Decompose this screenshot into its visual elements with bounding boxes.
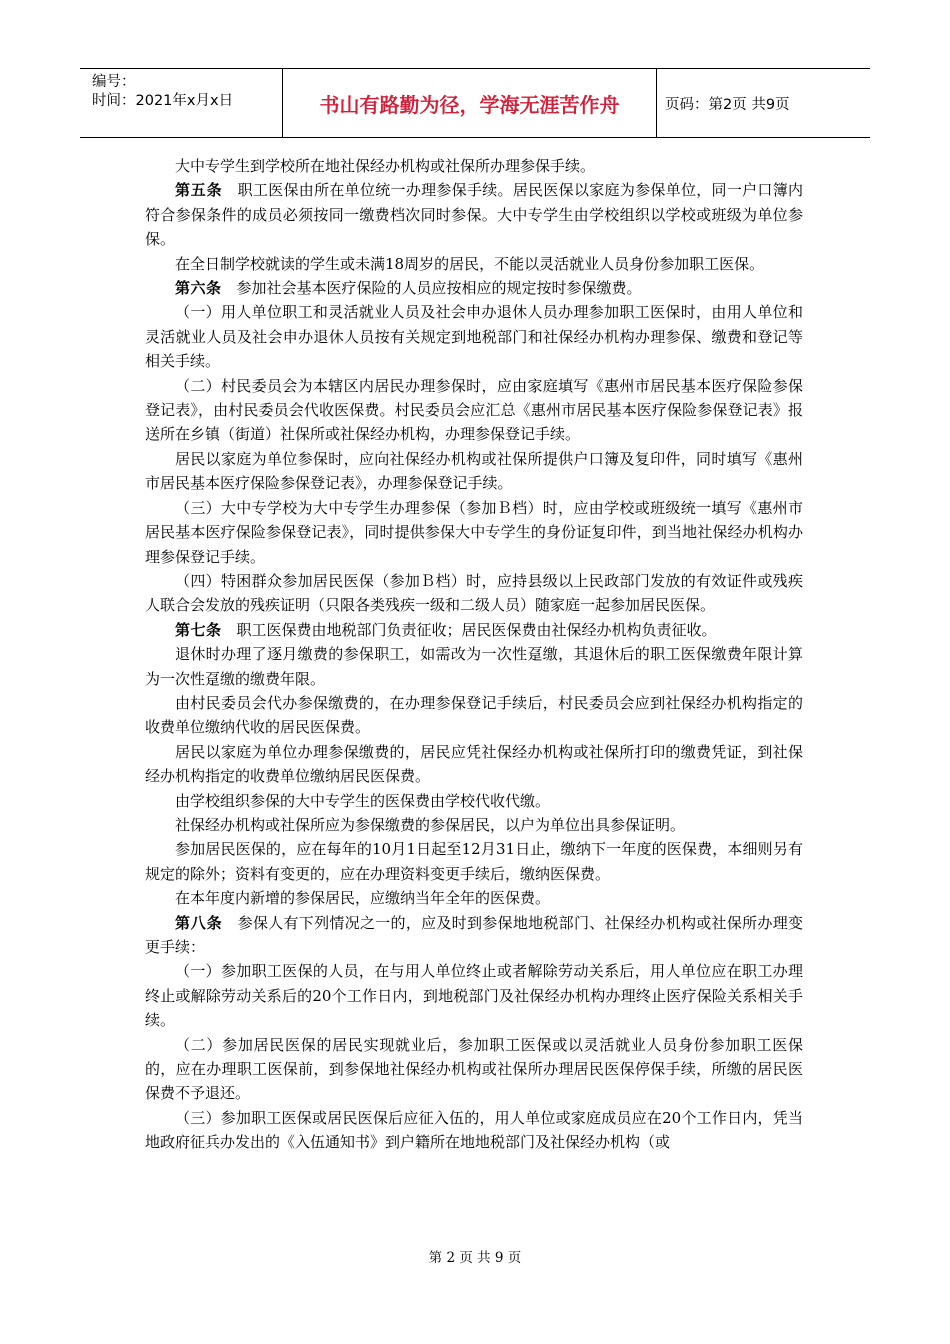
paragraph-article-7: 第七条 职工医保费由地税部门负责征收；居民医保费由社保经办机构负责征收。: [175, 620, 717, 639]
paragraph: 居民以家庭为单位办理参保缴费的，居民应凭社保经办机构或社保所打印的缴费凭证，到社保经办机构指定的收费单位缴纳居民医保费。: [145, 742, 803, 786]
paragraph: 居民以家庭为单位参保时，应向社保经办机构或社保所提供户口簿及复印件，同时填写《惠州市居民基本医疗保险参保登记表》，办理参保登记手续。: [145, 449, 803, 493]
paragraph-article-6: 第六条 参加社会基本医疗保险的人员应按相应的规定按时参保缴费。: [175, 279, 642, 298]
paragraph: （二）村民委员会为本辖区内居民办理参保时，应由家庭填写《惠州市居民基本医疗保险参保登记表》，由村民委员会代收医保费。村民委员会应汇总《惠州市居民基本医疗保险参保登记表》报送所在乡镇（街道）社保所或社保经办机构，办理参保登记手续。: [145, 376, 803, 444]
paragraph: 由学校组织参保的大中专学生的医保费由学校代收代缴。: [175, 791, 551, 810]
paragraph: （四）特困群众参加居民医保（参加Ｂ档）时，应持县级以上民政部门发放的有效证件或残疾人联合会发放的残疾证明（只限各类残疾一级和二级人员）随家庭一起参加居民医保。: [145, 571, 803, 615]
page-header: [80, 68, 870, 138]
paragraph: 在全日制学校就读的学生或未满18周岁的居民，不能以灵活就业人员身份参加职工医保。: [175, 254, 765, 273]
paragraph: （三）大中专学校为大中专学生办理参保（参加Ｂ档）时，应由学校或班级统一填写《惠州市居民基本医疗保险参保登记表》，同时提供参保大中专学生的身份证复印件，到当地社保经办机构办理参保登记手续。: [145, 498, 803, 566]
article-heading: 第六条: [175, 279, 222, 298]
paragraph: （一）用人单位职工和灵活就业人员及社会申办退休人员办理参加职工医保时，由用人单位和灵活就业人员及社会申办退休人员按有关规定到地税部门和社保经办机构办理参保、缴费和登记等相关手续。: [145, 303, 803, 371]
header-time-label: 时间：2021年x月x日: [92, 93, 234, 109]
paragraph: 退休时办理了逐月缴费的参保职工，如需改为一次性趸缴，其退休后的职工医保缴费年限计算为一次性趸缴的缴费年限。: [145, 645, 803, 688]
paragraph: 社保经办机构或社保所应为参保缴费的参保居民，以户为单位出具参保证明。: [175, 815, 686, 834]
paragraph: 大中专学生到学校所在地社保经办机构或社保所办理参保手续。: [175, 157, 596, 175]
article-heading: 第五条: [175, 181, 223, 200]
paragraph: 在本年度内新增的参保居民，应缴纳当年全年的医保费。: [175, 889, 551, 908]
article-heading: 第八条: [175, 913, 223, 932]
paragraph: （二）参加居民医保的居民实现就业后，参加职工医保或以灵活就业人员身份参加职工医保的，应在办理职工医保前，到参保地社保经办机构或社保所办理居民医保停保手续，所缴的居民医保费不予退还。: [145, 1035, 803, 1103]
document-body: [145, 154, 803, 1155]
header-meta: [80, 69, 282, 137]
paragraph: 参加居民医保的，应在每年的10月1日起至12月31日止，缴纳下一年度的医保费，本细则另有规定的除外；资料有变更的，应在办理资料变更手续后，缴纳医保费。: [145, 840, 803, 883]
header-page-code: 页码：第2页 共9页: [665, 96, 790, 113]
paragraph-article-8: 第八条 参保人有下列情况之一的，应及时到参保地地税部门、社保经办机构或社保所办理变更手续：: [145, 913, 803, 956]
paragraph: 由村民委员会代办参保缴费的，在办理参保登记手续后，村民委员会应到社保经办机构指定的收费单位缴纳代收的居民医保费。: [145, 693, 803, 737]
paragraph: （一）参加职工医保的人员，在与用人单位终止或者解除劳动关系后，用人单位应在职工办理终止或解除劳动关系后的20个工作日内，到地税部门及社保经办机构办理终止医疗保险关系相关手续。: [145, 962, 803, 1030]
paragraph: （三）参加职工医保或居民医保后应征入伍的，用人单位或家庭成员应在20个工作日内，凭当地政府征兵办发出的《入伍通知书》到户籍所在地地税部门及社保经办机构（或: [145, 1108, 803, 1152]
header-number-label: 编号：: [92, 74, 136, 90]
paragraph-article-5: 第五条 职工医保由所在单位统一办理参保手续。居民医保以家庭为参保单位，同一户口簿内符合参保条件的成员必须按同一缴费档次同时参保。大中专学生由学校组织以学校或班级为单位参保。: [145, 181, 803, 249]
page-footer: 第 2 页 共 9 页: [428, 1250, 522, 1266]
header-motto: 书山有路勤为径，学海无涯苦作舟: [282, 69, 657, 137]
article-heading: 第七条: [175, 620, 222, 639]
